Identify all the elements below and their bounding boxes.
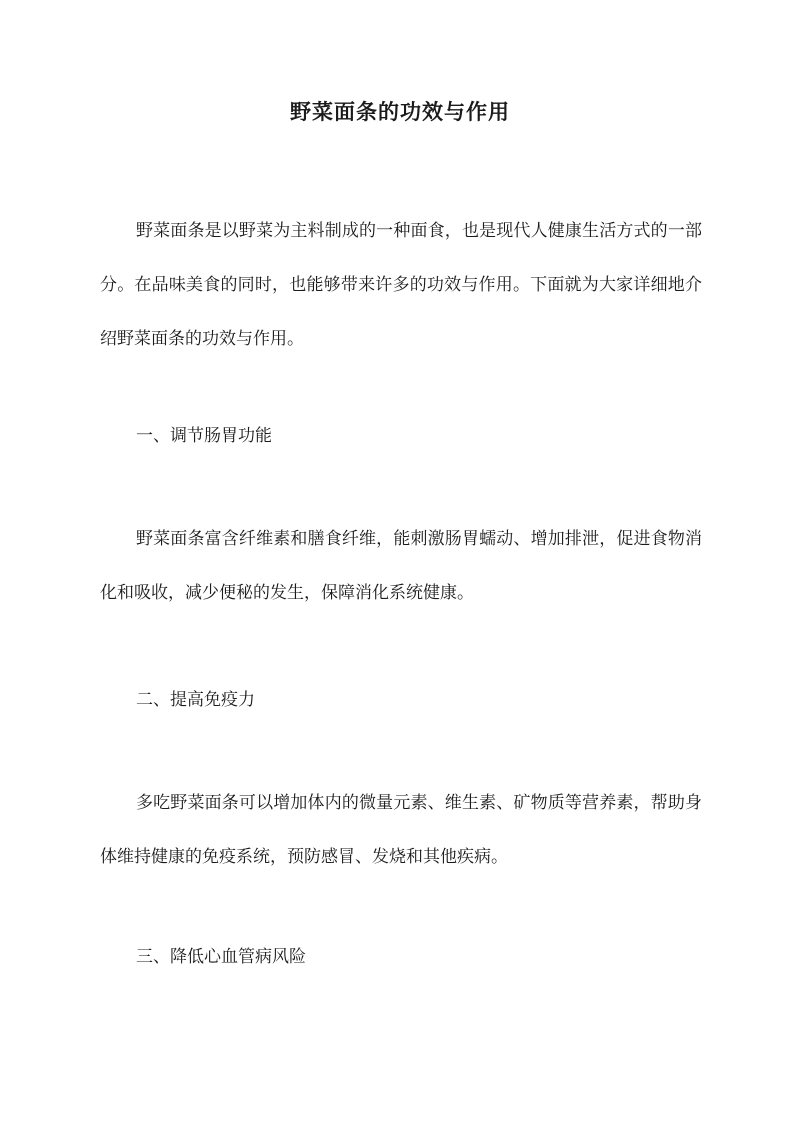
section-heading-1: 一、调节肠胃功能 — [136, 426, 272, 446]
intro-paragraph: 野菜面条是以野菜为主料制成的一种面食，也是现代人健康生活方式的一部分。在品味美食的同时，也能够带来许多的功效与作用。下面就为大家详细地介绍野菜面条的功效与作用。 — [100, 221, 702, 349]
section-body-1: 野菜面条富含纤维素和膳食纤维，能刺激肠胃蠕动、增加排泄，促进食物消化和吸收，减少便秘的发生，保障消化系统健康。 — [100, 529, 702, 603]
document-title: 野菜面条的功效与作用 — [290, 99, 510, 124]
section-heading-2: 二、提高免疫力 — [136, 690, 255, 710]
section-heading-3: 三、降低心血管病风险 — [136, 947, 306, 967]
section-body-2: 多吃野菜面条可以增加体内的微量元素、维生素、矿物质等营养素，帮助身体维持健康的免疫系统，预防感冒、发烧和其他疾病。 — [100, 793, 702, 867]
